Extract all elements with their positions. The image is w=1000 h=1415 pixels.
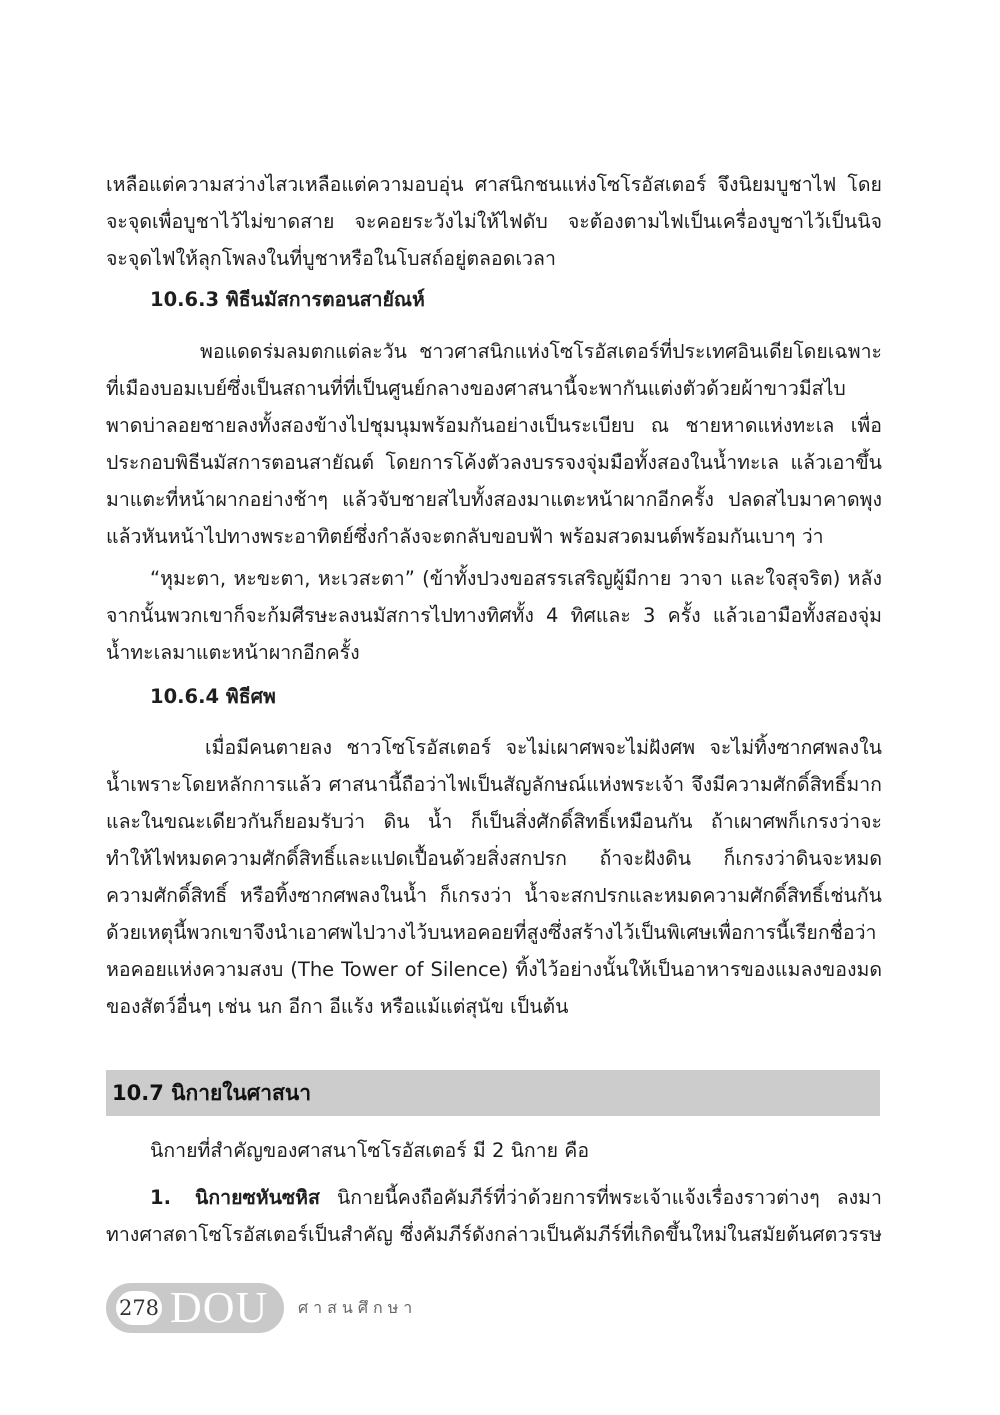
s1064-para-line-3: และในขณะเดียวกันก็ยอมรับว่า ดิน น้ำ ก็เป็นสิ่งศักดิ์สิทธิ์เหมือนกัน ถ้าเผาศพก็เกรงว่าจะ <box>106 810 882 833</box>
s1063-para1-line-2: ที่เมืองบอมเบย์ซึ่งเป็นสถานที่ที่เป็นศูนย์กลางของศาสนานี้จะพากันแต่งตัวด้วยผ้าขาวมีสไบ <box>106 377 846 400</box>
s1063-para2-line-2: จากนั้นพวกเขาก็จะก้มศีรษะลงนมัสการไปทางทิศทั้ง 4 ทิศและ 3 ครั้ง แล้วเอามือทั้งสองจุ่ม <box>106 604 882 627</box>
s1063-para2-line-3: น้ำทะเลมาแตะหน้าผากอีกครั้ง <box>106 641 360 664</box>
section-title-bar <box>106 1070 880 1116</box>
heading-10-6-3: 10.6.3 พิธีนมัสการตอนสายัณห์ <box>150 288 425 311</box>
s1064-para-line-6: ด้วยเหตุนี้พวกเขาจึงนำเอาศพไปวางไว้บนหอคอยที่สูงซึ่งสร้างไว้เป็นพิเศษเพื่อการนี้เรียกชื่อว่า <box>106 921 877 944</box>
footer-book-title: ศาสนศึกษา <box>298 1298 418 1317</box>
s1063-para2-line-1: “หุมะตา, หะขะตา, หะเวสะตา” (ข้าทั้งปวงขอสรรเสริญผู้มีกาย วาจา และใจสุจริต) หลัง <box>150 567 882 590</box>
s107-intro: นิกายที่สำคัญของศาสนาโซโรอัสเตอร์ มี 2 นิกาย คือ <box>150 1139 590 1162</box>
s1064-para-line-5: ความศักดิ์สิทธิ์ หรือทิ้งซากศพลงในน้ำ ก็เกรงว่า น้ำจะสกปรกและหมดความศักดิ์สิทธิ์เช่นกัน <box>106 884 882 907</box>
s1063-para1-line-4: ประกอบพิธีนมัสการตอนสายัณต์ โดยการโค้งตัวลงบรรจงจุ่มมือทั้งสองในน้ำทะเล แล้วเอาขึ้น <box>106 451 882 474</box>
footer-badge <box>106 1283 284 1333</box>
page-number: 278 <box>116 1291 162 1325</box>
intro-line-3: จะจุดไฟให้ลุกโพลงในที่บูชาหรือในโบสถ์อยู่ตลอดเวลา <box>106 247 556 270</box>
s1064-para-line-7: หอคอยแห่งความสงบ (The Tower of Silence) ทิ้งไว้อย่างนั้นให้เป็นอาหารของแมลงของมด <box>106 958 882 981</box>
s1064-para-line-2: น้ำเพราะโดยหลักการแล้ว ศาสนานี้ถือว่าไฟเป็นสัญลักษณ์แห่งพระเจ้า จึงมีความศักดิ์สิทธิ์มาก <box>106 773 882 796</box>
s1063-para1-line-5: มาแตะที่หน้าผากอย่างช้าๆ แล้วจับชายสไบทั้งสองมาแตะหน้าผากอีกครั้ง ปลดสไบมาคาดพุง <box>106 488 882 511</box>
item1-text: นิกายนี้คงถือคัมภีร์ที่ว่าด้วยการที่พระเจ้าแจ้งเรื่องราวต่างๆ ลงมา <box>319 1186 882 1209</box>
intro-line-2: จะจุดเพื่อบูชาไว้ไม่ขาดสาย จะคอยระวังไม่ให้ไฟดับ จะต้องตามไฟเป็นเครื่องบูชาไว้เป็นนิจ <box>106 210 882 233</box>
dou-logo: DOU <box>170 1283 269 1332</box>
s107-item1-line-2: ทางศาสดาโซโรอัสเตอร์เป็นสำคัญ ซึ่งคัมภีร์ดังกล่าวเป็นคัมภีร์ที่เกิดขึ้นใหม่ในสมัยต้นศตวรรษ <box>106 1223 882 1246</box>
section-title: 10.7 นิกายในศาสนา <box>112 1081 311 1105</box>
heading-10-6-4: 10.6.4 พิธีศพ <box>150 685 276 708</box>
intro-line-1: เหลือแต่ความสว่างไสวเหลือแต่ความอบอุ่น ศาสนิกชนแห่งโซโรอัสเตอร์ จึงนิยมบูชาไฟ โดย <box>106 173 882 196</box>
s1064-para-line-4: ทำให้ไฟหมดความศักดิ์สิทธิ์และแปดเปื้อนด้วยสิ่งสกปรก ถ้าจะฝังดิน ก็เกรงว่าดินจะหมด <box>106 847 882 870</box>
s107-item1-line-1 <box>150 1183 882 1213</box>
s1063-para1-line-6: แล้วหันหน้าไปทางพระอาทิตย์ซึ่งกำลังจะตกลับขอบฟ้า พร้อมสวดมนต์พร้อมกันเบาๆ ว่า <box>106 525 824 548</box>
s1063-para1-line-1: พอแดดร่มลมตกแต่ละวัน ชาวศาสนิกแห่งโซโรอัสเตอร์ที่ประเทศอินเดียโดยเฉพาะ <box>200 340 882 363</box>
item1-number: 1. <box>150 1186 171 1209</box>
s1064-para-line-8: ของสัตว์อื่นๆ เช่น นก อีกา อีแร้ง หรือแม้แต่สุนัข เป็นต้น <box>106 995 569 1018</box>
s1063-para1-line-3: พาดบ่าลอยชายลงทั้งสองข้างไปชุมนุมพร้อมกันอย่างเป็นระเบียบ ณ ชายหาดแห่งทะเล เพื่อ <box>106 414 882 437</box>
item1-term: นิกายซหันซหิส <box>194 1186 320 1209</box>
s1064-para-line-1: เมื่อมีคนตายลง ชาวโซโรอัสเตอร์ จะไม่เผาศพจะไม่ฝังศพ จะไม่ทิ้งซากศพลงใน <box>205 736 882 759</box>
